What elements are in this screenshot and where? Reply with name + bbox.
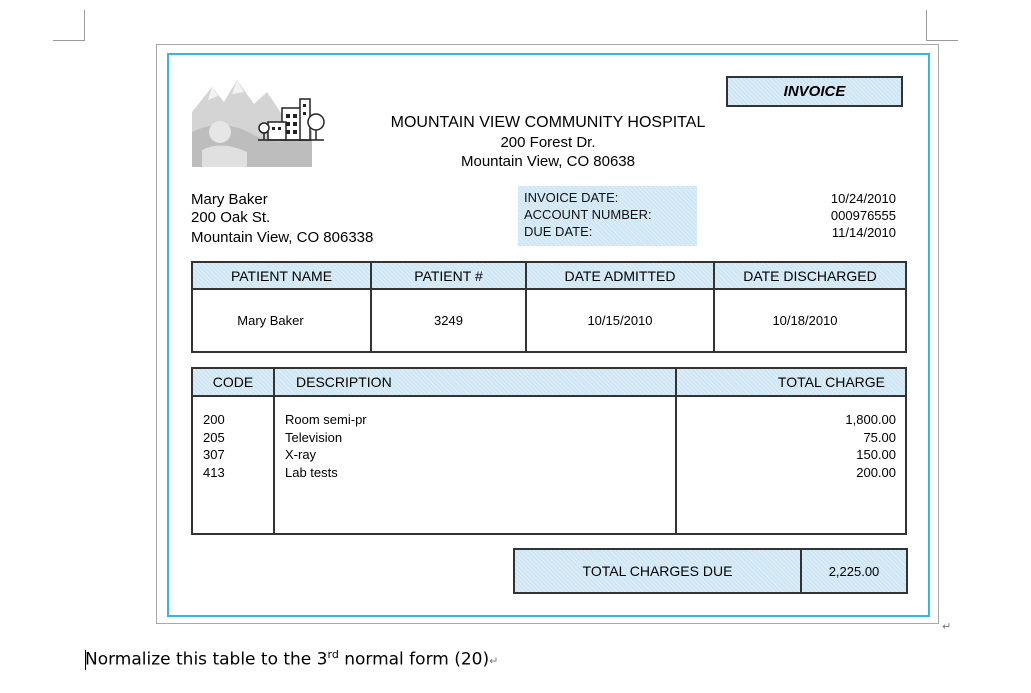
charge-cell: 200.00 bbox=[856, 464, 896, 480]
table-divider bbox=[193, 395, 905, 397]
total-charges-value: 2,225.00 bbox=[828, 563, 880, 579]
description-cell: Lab tests bbox=[285, 464, 338, 480]
date-discharged-cell: 10/18/2010 bbox=[772, 313, 838, 328]
date-admitted-cell: 10/15/2010 bbox=[587, 313, 653, 328]
patient-address-city: Mountain View, CO 806338 bbox=[191, 229, 374, 246]
patient-number-cell: 3249 bbox=[434, 313, 463, 328]
column-header-date-admitted: DATE ADMITTED bbox=[564, 267, 676, 284]
code-cell: 200 bbox=[203, 412, 225, 427]
question-text-main: Normalize this table to the 3 bbox=[85, 649, 328, 670]
total-charges-label: TOTAL CHARGES DUE bbox=[582, 563, 733, 579]
charge-cell: 75.00 bbox=[863, 429, 896, 445]
question-superscript: rd bbox=[327, 648, 339, 661]
patient-name-cell: Mary Baker bbox=[237, 313, 304, 328]
description-cell: Room semi-pr bbox=[285, 412, 367, 427]
charge-cell: 1,800.00 bbox=[845, 412, 896, 427]
crop-mark bbox=[53, 40, 85, 41]
crop-mark bbox=[926, 40, 958, 41]
column-header-total-charge: TOTAL CHARGE bbox=[777, 374, 885, 390]
column-header-code: CODE bbox=[212, 374, 254, 390]
charge-cell: 150.00 bbox=[856, 447, 896, 462]
code-cell: 307 bbox=[203, 447, 225, 462]
account-number-label: ACCOUNT NUMBER: bbox=[524, 207, 652, 222]
invoice-title: INVOICE bbox=[726, 76, 903, 107]
column-header-patient-number: PATIENT # bbox=[414, 267, 483, 284]
question-text[interactable] bbox=[85, 648, 498, 670]
crop-mark bbox=[84, 10, 85, 41]
crop-mark bbox=[926, 10, 927, 41]
paragraph-mark: ↵ bbox=[942, 621, 952, 633]
account-number-value: 000976555 bbox=[830, 208, 896, 223]
hospital-city: Mountain View, CO 80638 bbox=[460, 153, 635, 170]
description-cell: X-ray bbox=[285, 447, 317, 462]
description-cell: Television bbox=[285, 429, 343, 445]
charge-column bbox=[780, 411, 896, 481]
code-cell: 413 bbox=[203, 464, 225, 480]
paragraph-mark: ↵ bbox=[489, 654, 499, 668]
description-column bbox=[285, 411, 367, 481]
hospital-name: MOUNTAIN VIEW COMMUNITY HOSPITAL bbox=[390, 114, 706, 131]
patient-address-name: Mary Baker bbox=[191, 191, 268, 208]
hospital-logo bbox=[192, 72, 332, 167]
table-divider bbox=[273, 369, 275, 533]
question-text-end: normal form (20) bbox=[338, 649, 490, 670]
due-date-label: DUE DATE: bbox=[524, 224, 593, 239]
code-cell: 205 bbox=[203, 429, 225, 445]
hospital-street: 200 Forest Dr. bbox=[500, 134, 596, 151]
code-column bbox=[203, 411, 225, 481]
column-header-date-discharged: DATE DISCHARGED bbox=[743, 267, 877, 284]
column-header-description: DESCRIPTION bbox=[296, 374, 392, 390]
invoice-date-value: 10/24/2010 bbox=[830, 191, 896, 206]
due-date-value: 11/14/2010 bbox=[831, 225, 896, 240]
column-header-patient-name: PATIENT NAME bbox=[230, 267, 333, 284]
invoice-date-label: INVOICE DATE: bbox=[524, 190, 619, 205]
patient-address-street: 200 Oak St. bbox=[191, 209, 271, 226]
